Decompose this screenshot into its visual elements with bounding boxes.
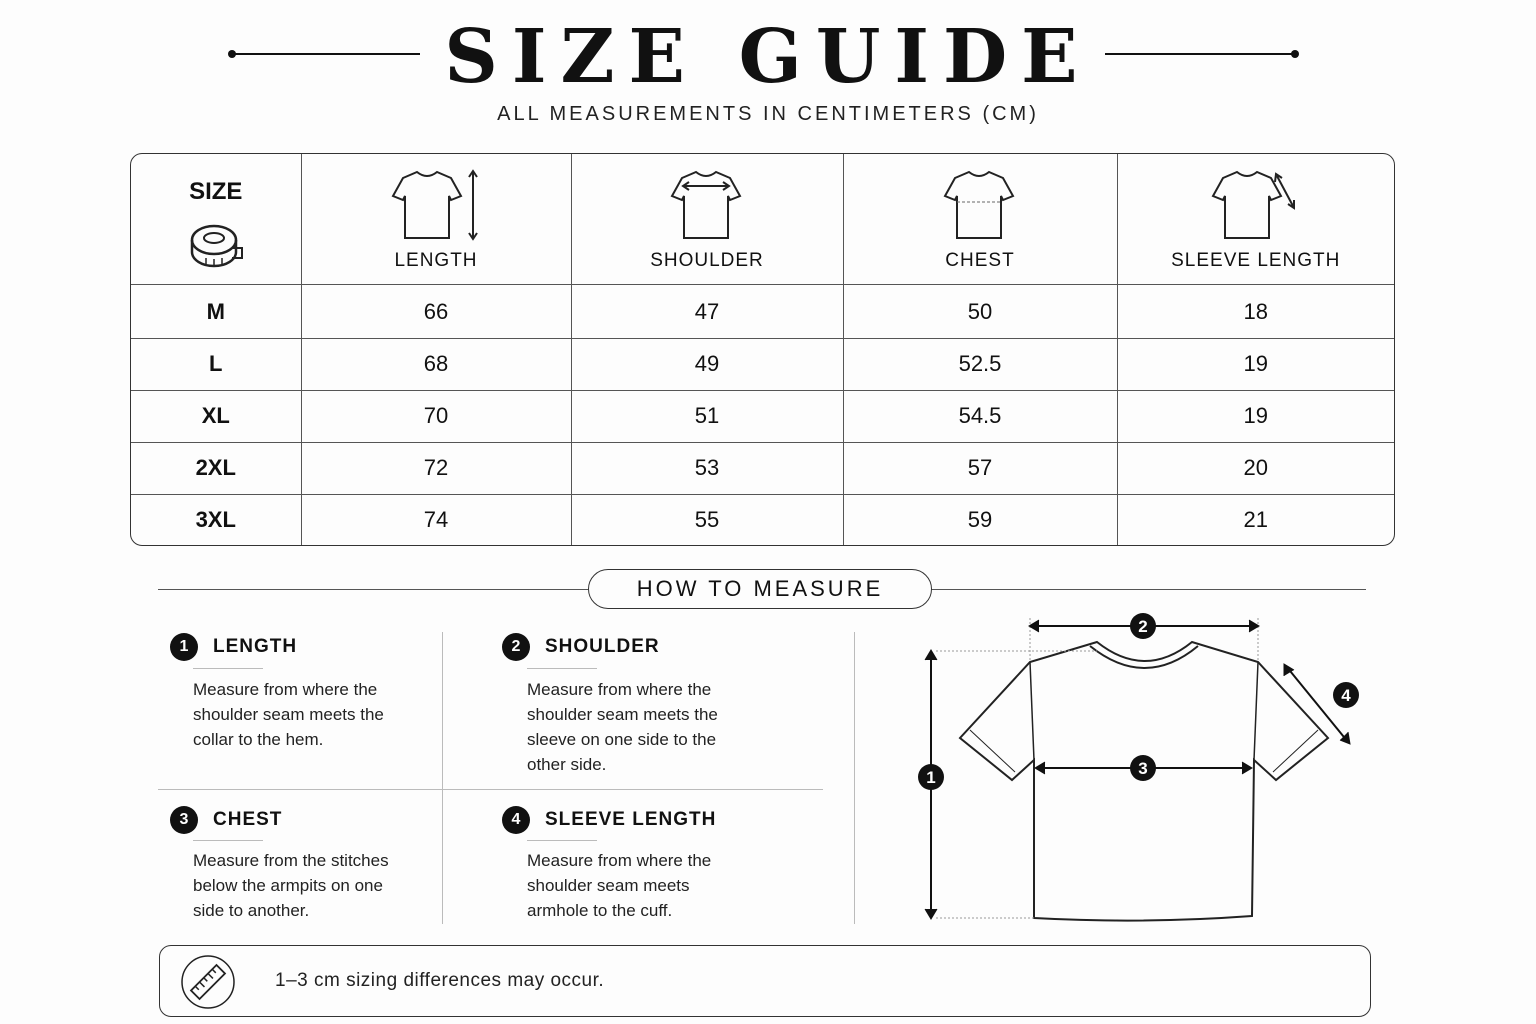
length-cell: 66 xyxy=(301,285,571,339)
instructions-divider-vertical xyxy=(442,632,443,924)
size-cell: XL xyxy=(131,390,301,442)
step-underline xyxy=(527,668,597,669)
tshirt-sleeve-icon xyxy=(1201,168,1311,244)
diagram-marker-shoulder: 2 xyxy=(1138,617,1148,636)
table-header-row xyxy=(131,154,1394,285)
chest-cell: 50 xyxy=(843,285,1117,339)
length-cell: 68 xyxy=(301,339,571,391)
column-label-chest: CHEST xyxy=(945,250,1015,271)
title-rule-right xyxy=(1105,53,1295,55)
sleeve-length-cell: 18 xyxy=(1117,285,1394,339)
shoulder-cell: 51 xyxy=(571,390,843,442)
sleeve-length-cell: 21 xyxy=(1117,494,1394,545)
diagram-divider-vertical xyxy=(854,632,855,924)
length-cell: 72 xyxy=(301,442,571,494)
step-number-length: 1 xyxy=(170,633,198,661)
tshirt-measurement-diagram xyxy=(900,605,1380,935)
size-cell: M xyxy=(131,285,301,339)
column-header-sleeve-length xyxy=(1117,154,1394,285)
column-label-sleeve-length: SLEEVE LENGTH xyxy=(1171,250,1341,271)
column-header-shoulder xyxy=(571,154,843,285)
size-header-label: SIZE xyxy=(189,178,243,205)
tshirt-shoulder-icon xyxy=(662,168,752,244)
step-title-length: LENGTH xyxy=(213,636,298,657)
page-subtitle: ALL MEASUREMENTS IN CENTIMETERS (CM) xyxy=(497,103,1039,125)
length-cell: 70 xyxy=(301,390,571,442)
title-rule-right-dot xyxy=(1291,50,1299,58)
column-label-length: LENGTH xyxy=(394,250,478,271)
tshirt-outline xyxy=(960,642,1328,921)
size-table xyxy=(130,153,1395,546)
title-rule-left xyxy=(232,53,420,55)
step-desc-sleeve-length: Measure from where the shoulder seam meets armhole to the cuff. xyxy=(527,851,712,920)
sleeve-length-cell: 20 xyxy=(1117,442,1394,494)
size-cell: 3XL xyxy=(131,494,301,545)
step-number-shoulder: 2 xyxy=(502,633,530,661)
shoulder-cell: 55 xyxy=(571,494,843,545)
diagram-marker-sleeve-length: 4 xyxy=(1341,686,1351,705)
sleeve-length-cell: 19 xyxy=(1117,390,1394,442)
table-row xyxy=(131,442,1394,494)
sleeve-length-cell: 19 xyxy=(1117,339,1394,391)
sizing-note xyxy=(159,945,1371,1017)
size-header-cell xyxy=(131,154,301,285)
step-desc-shoulder: Measure from where the shoulder seam meets the sleeve on one side to the other side. xyxy=(527,680,718,774)
step-title-chest: CHEST xyxy=(213,809,283,830)
sizing-note-text: 1–3 cm sizing differences may occur. xyxy=(275,970,605,991)
length-cell: 74 xyxy=(301,494,571,545)
page-title: SIZE GUIDE xyxy=(444,14,1092,100)
how-to-measure-title: HOW TO MEASURE xyxy=(588,569,932,609)
shoulder-cell: 49 xyxy=(571,339,843,391)
instructions-divider-horizontal xyxy=(158,789,823,790)
step-underline xyxy=(193,668,263,669)
table-row xyxy=(131,390,1394,442)
chest-cell: 59 xyxy=(843,494,1117,545)
step-underline xyxy=(527,840,597,841)
tshirt-chest-icon xyxy=(935,168,1025,244)
table-row xyxy=(131,285,1394,339)
diagram-marker-chest: 3 xyxy=(1138,759,1148,778)
step-desc-length: Measure from where the shoulder seam meets the collar to the hem. xyxy=(193,680,384,749)
diagram-marker-length: 1 xyxy=(926,768,936,787)
chest-cell: 52.5 xyxy=(843,339,1117,391)
step-number-sleeve-length: 4 xyxy=(502,806,530,834)
chest-cell: 57 xyxy=(843,442,1117,494)
measuring-tape-icon xyxy=(188,220,244,268)
size-cell: 2XL xyxy=(131,442,301,494)
column-header-chest xyxy=(843,154,1117,285)
column-header-length xyxy=(301,154,571,285)
step-title-shoulder: SHOULDER xyxy=(545,636,660,657)
step-number-chest: 3 xyxy=(170,806,198,834)
ruler-icon xyxy=(180,954,236,1010)
step-desc-chest: Measure from the stitches below the armpits on one side to another. xyxy=(193,851,389,920)
step-title-sleeve-length: SLEEVE LENGTH xyxy=(545,809,717,830)
table-row xyxy=(131,339,1394,391)
tshirt-length-icon xyxy=(381,168,491,244)
column-label-shoulder: SHOULDER xyxy=(650,250,764,271)
table-row xyxy=(131,494,1394,545)
chest-cell: 54.5 xyxy=(843,390,1117,442)
shoulder-cell: 53 xyxy=(571,442,843,494)
size-cell: L xyxy=(131,339,301,391)
shoulder-cell: 47 xyxy=(571,285,843,339)
step-underline xyxy=(193,840,263,841)
